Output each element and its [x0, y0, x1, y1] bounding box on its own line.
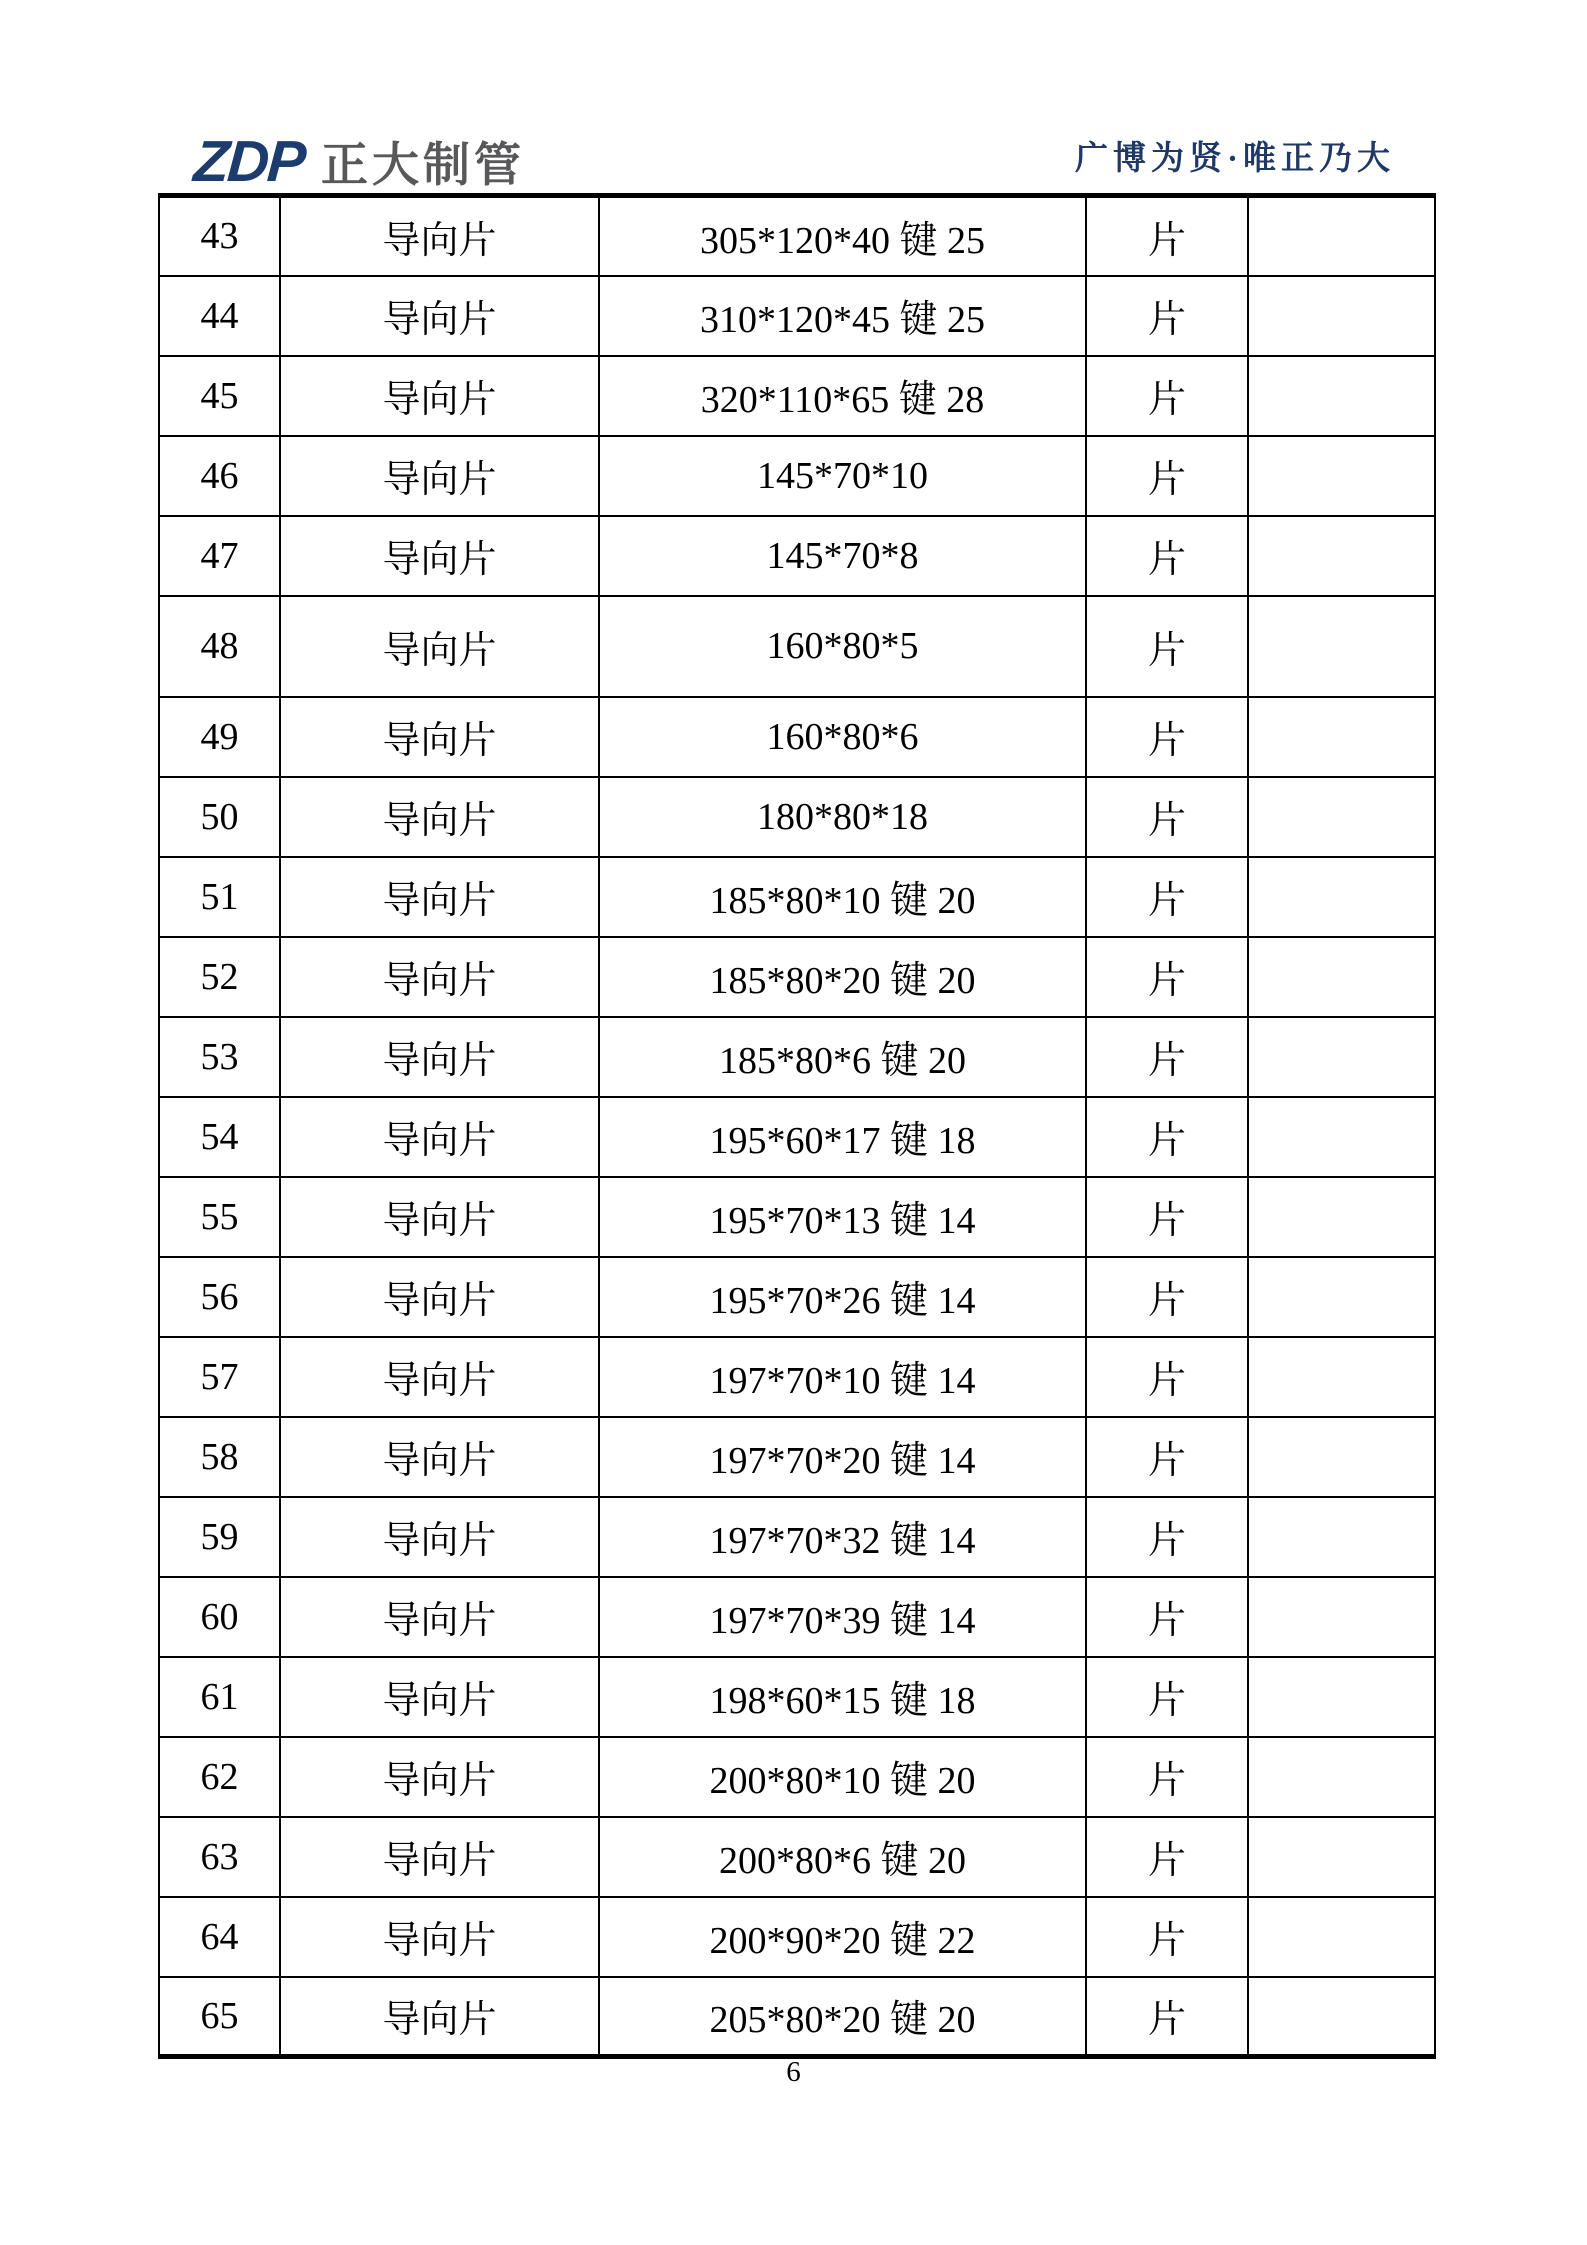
- table-row: [159, 276, 1435, 356]
- cell-no: 52: [159, 937, 280, 1017]
- cell-note: [1248, 1177, 1435, 1257]
- cell-no: 51: [159, 857, 280, 937]
- cell-spec: 198*60*15 键 18: [599, 1657, 1086, 1737]
- cell-spec: 160*80*5: [599, 596, 1086, 697]
- cell-note: [1248, 1897, 1435, 1977]
- cell-name: 导向片: [280, 1177, 599, 1257]
- cell-no: 53: [159, 1017, 280, 1097]
- cell-unit: 片: [1086, 1577, 1248, 1657]
- cell-unit: 片: [1086, 1657, 1248, 1737]
- cell-spec: 160*80*6: [599, 697, 1086, 777]
- table-row: [159, 596, 1435, 697]
- cell-no: 58: [159, 1417, 280, 1497]
- table-row: [159, 1497, 1435, 1577]
- cell-no: 43: [159, 196, 280, 276]
- table-row: [159, 1257, 1435, 1337]
- cell-no: 45: [159, 356, 280, 436]
- cell-no: 55: [159, 1177, 280, 1257]
- cell-spec: 205*80*20 键 20: [599, 1977, 1086, 2057]
- cell-spec: 320*110*65 键 28: [599, 356, 1086, 436]
- cell-unit: 片: [1086, 1497, 1248, 1577]
- cell-no: 56: [159, 1257, 280, 1337]
- cell-unit: 片: [1086, 1977, 1248, 2057]
- cell-name: 导向片: [280, 516, 599, 596]
- cell-no: 57: [159, 1337, 280, 1417]
- cell-name: 导向片: [280, 1817, 599, 1897]
- cell-note: [1248, 1657, 1435, 1737]
- cell-no: 62: [159, 1737, 280, 1817]
- table-row: [159, 777, 1435, 857]
- cell-name: 导向片: [280, 1017, 599, 1097]
- cell-spec: 145*70*8: [599, 516, 1086, 596]
- logo-zdp-text: ZDP: [191, 129, 307, 194]
- cell-note: [1248, 697, 1435, 777]
- table-row: [159, 857, 1435, 937]
- cell-note: [1248, 1417, 1435, 1497]
- cell-no: 60: [159, 1577, 280, 1657]
- cell-note: [1248, 1017, 1435, 1097]
- cell-name: 导向片: [280, 1097, 599, 1177]
- cell-spec: 197*70*10 键 14: [599, 1337, 1086, 1417]
- cell-no: 63: [159, 1817, 280, 1897]
- cell-spec: 200*80*6 键 20: [599, 1817, 1086, 1897]
- cell-name: 导向片: [280, 857, 599, 937]
- cell-no: 65: [159, 1977, 280, 2057]
- cell-unit: 片: [1086, 1257, 1248, 1337]
- cell-no: 61: [159, 1657, 280, 1737]
- cell-name: 导向片: [280, 1897, 599, 1977]
- company-logo: [191, 129, 525, 194]
- cell-unit: 片: [1086, 436, 1248, 516]
- cell-no: 54: [159, 1097, 280, 1177]
- cell-no: 44: [159, 276, 280, 356]
- cell-note: [1248, 857, 1435, 937]
- cell-unit: 片: [1086, 857, 1248, 937]
- cell-note: [1248, 1977, 1435, 2057]
- cell-name: 导向片: [280, 1977, 599, 2057]
- cell-note: [1248, 1257, 1435, 1337]
- cell-unit: 片: [1086, 1417, 1248, 1497]
- cell-unit: 片: [1086, 1817, 1248, 1897]
- cell-note: [1248, 777, 1435, 857]
- cell-unit: 片: [1086, 1897, 1248, 1977]
- cell-no: 50: [159, 777, 280, 857]
- cell-no: 46: [159, 436, 280, 516]
- header-slogan: 广博为贤·唯正乃大: [1074, 141, 1395, 177]
- cell-name: 导向片: [280, 596, 599, 697]
- cell-spec: 180*80*18: [599, 777, 1086, 857]
- table-row: [159, 436, 1435, 516]
- table-row: [159, 1417, 1435, 1497]
- cell-name: 导向片: [280, 196, 599, 276]
- cell-note: [1248, 1577, 1435, 1657]
- cell-spec: 195*70*26 键 14: [599, 1257, 1086, 1337]
- table-row: [159, 1577, 1435, 1657]
- cell-spec: 200*80*10 键 20: [599, 1737, 1086, 1817]
- cell-note: [1248, 1497, 1435, 1577]
- cell-spec: 195*70*13 键 14: [599, 1177, 1086, 1257]
- cell-spec: 310*120*45 键 25: [599, 276, 1086, 356]
- cell-unit: 片: [1086, 596, 1248, 697]
- cell-note: [1248, 1337, 1435, 1417]
- cell-note: [1248, 1737, 1435, 1817]
- cell-name: 导向片: [280, 356, 599, 436]
- parts-table-body: [159, 196, 1435, 2057]
- logo-company-name: 正大制管: [321, 138, 525, 191]
- table-row: [159, 697, 1435, 777]
- cell-unit: 片: [1086, 356, 1248, 436]
- table-row: [159, 1657, 1435, 1737]
- table-row: [159, 1737, 1435, 1817]
- cell-note: [1248, 276, 1435, 356]
- cell-name: 导向片: [280, 1737, 599, 1817]
- cell-spec: 305*120*40 键 25: [599, 196, 1086, 276]
- cell-name: 导向片: [280, 777, 599, 857]
- cell-no: 59: [159, 1497, 280, 1577]
- cell-name: 导向片: [280, 1337, 599, 1417]
- cell-spec: 185*80*20 键 20: [599, 937, 1086, 1017]
- table-row: [159, 1977, 1435, 2057]
- table-row: [159, 1337, 1435, 1417]
- cell-spec: 200*90*20 键 22: [599, 1897, 1086, 1977]
- cell-unit: 片: [1086, 697, 1248, 777]
- table-row: [159, 1097, 1435, 1177]
- table-row: [159, 937, 1435, 1017]
- cell-name: 导向片: [280, 276, 599, 356]
- cell-unit: 片: [1086, 1177, 1248, 1257]
- table-row: [159, 1817, 1435, 1897]
- cell-spec: 197*70*39 键 14: [599, 1577, 1086, 1657]
- cell-name: 导向片: [280, 937, 599, 1017]
- cell-note: [1248, 1097, 1435, 1177]
- parts-table: [158, 193, 1436, 2059]
- cell-note: [1248, 937, 1435, 1017]
- cell-note: [1248, 356, 1435, 436]
- cell-name: 导向片: [280, 1417, 599, 1497]
- cell-note: [1248, 596, 1435, 697]
- cell-spec: 195*60*17 键 18: [599, 1097, 1086, 1177]
- cell-unit: 片: [1086, 1737, 1248, 1817]
- cell-no: 47: [159, 516, 280, 596]
- cell-no: 48: [159, 596, 280, 697]
- cell-note: [1248, 516, 1435, 596]
- cell-spec: 197*70*32 键 14: [599, 1497, 1086, 1577]
- cell-unit: 片: [1086, 196, 1248, 276]
- cell-name: 导向片: [280, 1657, 599, 1737]
- cell-unit: 片: [1086, 276, 1248, 356]
- table-row: [159, 1177, 1435, 1257]
- cell-spec: 197*70*20 键 14: [599, 1417, 1086, 1497]
- cell-no: 64: [159, 1897, 280, 1977]
- table-row: [159, 196, 1435, 276]
- table-row: [159, 356, 1435, 436]
- cell-note: [1248, 1817, 1435, 1897]
- cell-unit: 片: [1086, 937, 1248, 1017]
- cell-name: 导向片: [280, 436, 599, 516]
- cell-note: [1248, 436, 1435, 516]
- cell-no: 49: [159, 697, 280, 777]
- cell-unit: 片: [1086, 516, 1248, 596]
- table-row: [159, 1897, 1435, 1977]
- cell-spec: 185*80*6 键 20: [599, 1017, 1086, 1097]
- table-row: [159, 516, 1435, 596]
- table-row: [159, 1017, 1435, 1097]
- cell-name: 导向片: [280, 1497, 599, 1577]
- cell-unit: 片: [1086, 1337, 1248, 1417]
- cell-name: 导向片: [280, 697, 599, 777]
- cell-unit: 片: [1086, 1017, 1248, 1097]
- cell-unit: 片: [1086, 777, 1248, 857]
- cell-name: 导向片: [280, 1257, 599, 1337]
- page-number: 6: [786, 2056, 801, 2088]
- cell-name: 导向片: [280, 1577, 599, 1657]
- cell-unit: 片: [1086, 1097, 1248, 1177]
- cell-spec: 185*80*10 键 20: [599, 857, 1086, 937]
- cell-spec: 145*70*10: [599, 436, 1086, 516]
- cell-note: [1248, 196, 1435, 276]
